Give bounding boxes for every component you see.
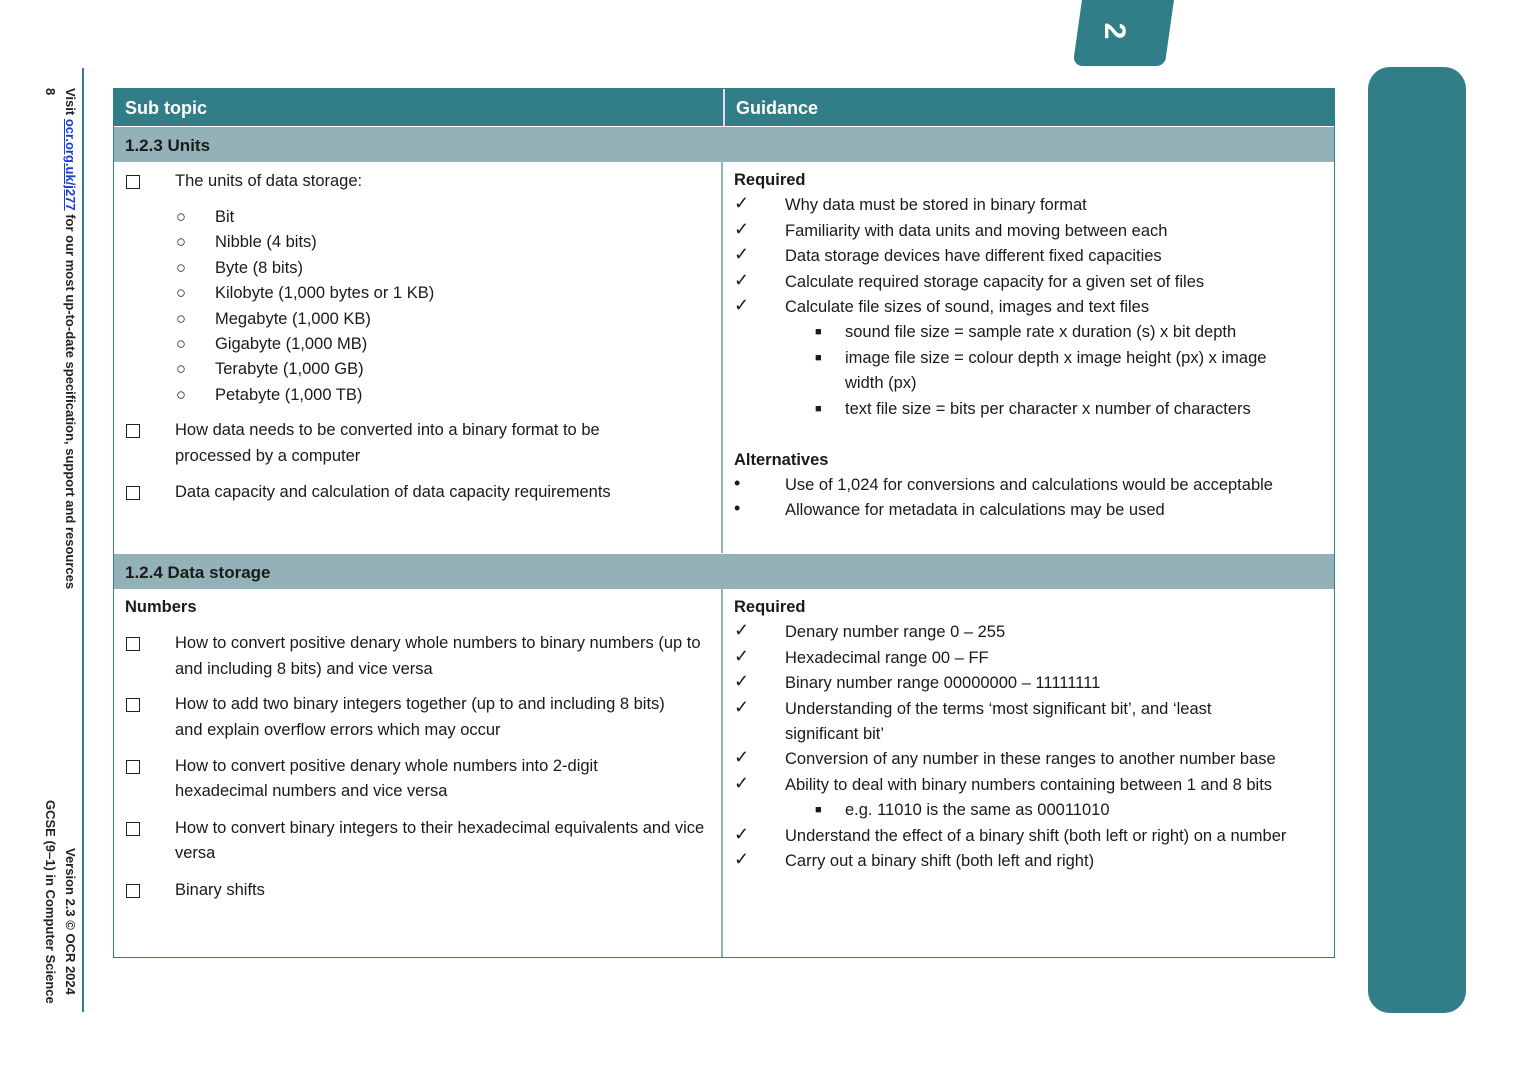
list-item	[734, 671, 1325, 696]
circle-bullet-icon: ○	[176, 207, 186, 226]
item-text: Binary shifts	[175, 880, 265, 899]
list-item	[734, 696, 1275, 748]
item-text: How data needs to be converted into a binary format to be processed by a computer	[175, 421, 600, 465]
item-text: Data capacity and calculation of data capacity requirements	[175, 482, 611, 501]
item-text: e.g. 11010 is the same as 00011010	[845, 801, 1110, 820]
list-item	[176, 281, 721, 306]
circle-bullet-icon: ○	[176, 309, 186, 328]
list-item	[815, 397, 1315, 422]
item-text: Carry out a binary shift (both left and right)	[785, 852, 1095, 871]
circle-bullet-icon: ○	[176, 360, 186, 379]
item-text: How to convert binary integers to their hexadecimal equivalents and vice versa	[175, 818, 705, 863]
item-text: Nibble (4 bits)	[215, 233, 317, 252]
section-tab	[1073, 0, 1176, 66]
list-item	[734, 823, 1290, 849]
item-text: The units of data storage:	[175, 172, 363, 190]
checkmark-icon: ✓	[734, 849, 750, 870]
checkbox-icon[interactable]	[126, 637, 140, 651]
item-text: Denary number range 0 – 255	[785, 623, 1006, 642]
square-bullet-icon: ■	[815, 804, 822, 817]
checkbox-icon[interactable]	[126, 486, 140, 500]
list-item	[734, 620, 1325, 645]
list-item	[815, 798, 1315, 823]
item-text: Bit	[215, 207, 235, 226]
list-item	[114, 878, 721, 903]
list-item	[114, 169, 721, 194]
circle-bullet-icon: ○	[176, 258, 186, 277]
list-item	[114, 754, 721, 805]
item-text: How to convert positive denary whole numbers to binary numbers (up to and including 8 bits) and vice versa	[175, 634, 701, 678]
list-item	[734, 473, 1325, 498]
numbers-heading: Numbers	[125, 598, 197, 616]
item-text: text file size = bits per character x number of characters	[845, 399, 1251, 418]
checkmark-icon: ✓	[734, 823, 750, 844]
list-item	[176, 205, 721, 230]
circle-bullet-icon: ○	[176, 334, 186, 353]
units-sublist	[114, 205, 721, 408]
list-item	[734, 747, 1290, 772]
item-text: Byte (8 bits)	[215, 258, 304, 277]
spec-table	[113, 88, 1335, 958]
section-title-data-storage: 1.2.4 Data storage	[114, 553, 1334, 589]
checkmark-icon: ✓	[734, 747, 750, 768]
item-text: Understand the effect of a binary shift (both left or right) on a number	[785, 826, 1287, 845]
section-data-storage-body	[114, 589, 1334, 957]
visit-text	[63, 88, 78, 589]
list-item	[114, 692, 721, 743]
side-band	[1368, 67, 1466, 1013]
checkbox-icon[interactable]	[126, 698, 140, 712]
margin-rule	[82, 68, 84, 1012]
item-text: Megabyte (1,000 KB)	[215, 309, 371, 328]
section-tab-number: 2	[1097, 22, 1131, 40]
bullet-icon: •	[734, 498, 741, 519]
list-item	[176, 332, 721, 357]
units-guidance-cell	[723, 162, 1333, 553]
item-text: Allowance for metadata in calculations may be used	[785, 501, 1165, 520]
item-text: Hexadecimal range 00 – FF	[785, 648, 989, 667]
list-item	[734, 498, 1325, 523]
list-item	[176, 383, 721, 408]
square-bullet-icon: ■	[815, 402, 822, 415]
list-item	[114, 480, 721, 505]
page-number: 8	[43, 88, 58, 96]
item-text: image file size = colour depth x image height (px) x image width (px)	[845, 348, 1267, 393]
checkmark-icon: ✓	[734, 620, 750, 641]
list-item	[176, 357, 721, 382]
item-text: Gigabyte (1,000 MB)	[215, 334, 368, 353]
checkmark-icon: ✓	[734, 269, 750, 290]
list-item	[734, 772, 1290, 798]
checkmark-icon: ✓	[734, 193, 750, 214]
item-text: How to add two binary integers together (up to and including 8 bits) and explain overflow errors which may occur	[175, 695, 665, 739]
checkbox-icon[interactable]	[126, 424, 140, 438]
item-text: sound file size = sample rate x duration (s) x bit depth	[845, 323, 1237, 342]
list-item	[734, 269, 1325, 295]
item-text: Binary number range 00000000 – 11111111	[785, 674, 1101, 693]
checkmark-icon: ✓	[734, 696, 750, 717]
bullet-icon: •	[734, 473, 741, 494]
checkbox-icon[interactable]	[126, 175, 140, 189]
item-text: Understanding of the terms ‘most significant bit’, and ‘least significant bit’	[785, 699, 1212, 744]
checkbox-icon[interactable]	[126, 884, 140, 898]
checkmark-icon: ✓	[734, 645, 750, 666]
item-text: Familiarity with data units and moving between each	[785, 221, 1168, 240]
list-item	[734, 849, 1325, 874]
circle-bullet-icon: ○	[176, 284, 186, 303]
visit-prefix: Visit	[63, 88, 78, 119]
list-item	[176, 256, 721, 281]
list-item	[114, 631, 721, 682]
data-storage-subtopic-cell	[114, 589, 723, 957]
version-text: Version 2.3 © OCR 2024	[63, 848, 78, 995]
list-item	[114, 418, 721, 469]
checkmark-icon: ✓	[734, 218, 750, 239]
list-item	[734, 645, 1325, 671]
list-item	[176, 307, 721, 332]
item-text: Data storage devices have different fixed capacities	[785, 247, 1162, 266]
item-text: Why data must be stored in binary format	[785, 196, 1087, 215]
required-heading: Required	[734, 598, 806, 616]
list-item	[734, 193, 1325, 218]
header-subtopic: Sub topic	[125, 98, 207, 118]
item-text: Terabyte (1,000 GB)	[215, 360, 364, 379]
section-title-units: 1.2.3 Units	[114, 126, 1334, 162]
item-text: Kilobyte (1,000 bytes or 1 KB)	[215, 284, 435, 303]
table-header	[114, 89, 1334, 126]
required-heading: Required	[734, 171, 806, 189]
checkbox-icon[interactable]	[126, 760, 140, 774]
item-text: Ability to deal with binary numbers containing between 1 and 8 bits	[785, 775, 1273, 794]
checkmark-icon: ✓	[734, 772, 750, 793]
alternatives-heading: Alternatives	[734, 450, 829, 469]
circle-bullet-icon: ○	[176, 233, 186, 252]
item-text: How to convert positive denary whole numbers into 2-digit hexadecimal numbers and vice versa	[175, 757, 598, 801]
units-subtopic-cell	[114, 162, 723, 553]
list-item	[176, 230, 721, 255]
item-text: Petabyte (1,000 TB)	[215, 385, 363, 404]
item-text: Conversion of any number in these ranges to another number base	[785, 750, 1276, 769]
data-storage-guidance-cell	[723, 589, 1333, 957]
item-text: Calculate required storage capacity for a given set of files	[785, 272, 1205, 291]
item-text: Calculate file sizes of sound, images and text files	[785, 298, 1150, 317]
list-item	[815, 346, 1307, 397]
spec-link[interactable]: ocr.org.uk/j277	[63, 118, 78, 211]
header-guidance: Guidance	[723, 89, 1333, 126]
circle-bullet-icon: ○	[176, 385, 186, 404]
visit-suffix: for our most up-to-date specification, support and resources	[63, 210, 78, 590]
checkmark-icon: ✓	[734, 295, 750, 316]
checkmark-icon: ✓	[734, 671, 750, 692]
square-bullet-icon: ■	[815, 326, 822, 339]
checkbox-icon[interactable]	[126, 822, 140, 836]
list-item	[815, 320, 1315, 345]
square-bullet-icon: ■	[815, 351, 822, 364]
list-item	[734, 244, 1325, 269]
list-item	[114, 816, 721, 867]
section-units-body	[114, 162, 1334, 553]
checkmark-icon: ✓	[734, 244, 750, 265]
qualification-text: GCSE (9–1) in Computer Science	[43, 800, 58, 1004]
item-text: Use of 1,024 for conversions and calculations would be acceptable	[785, 476, 1273, 495]
list-item	[734, 295, 1325, 320]
list-item	[734, 218, 1325, 244]
